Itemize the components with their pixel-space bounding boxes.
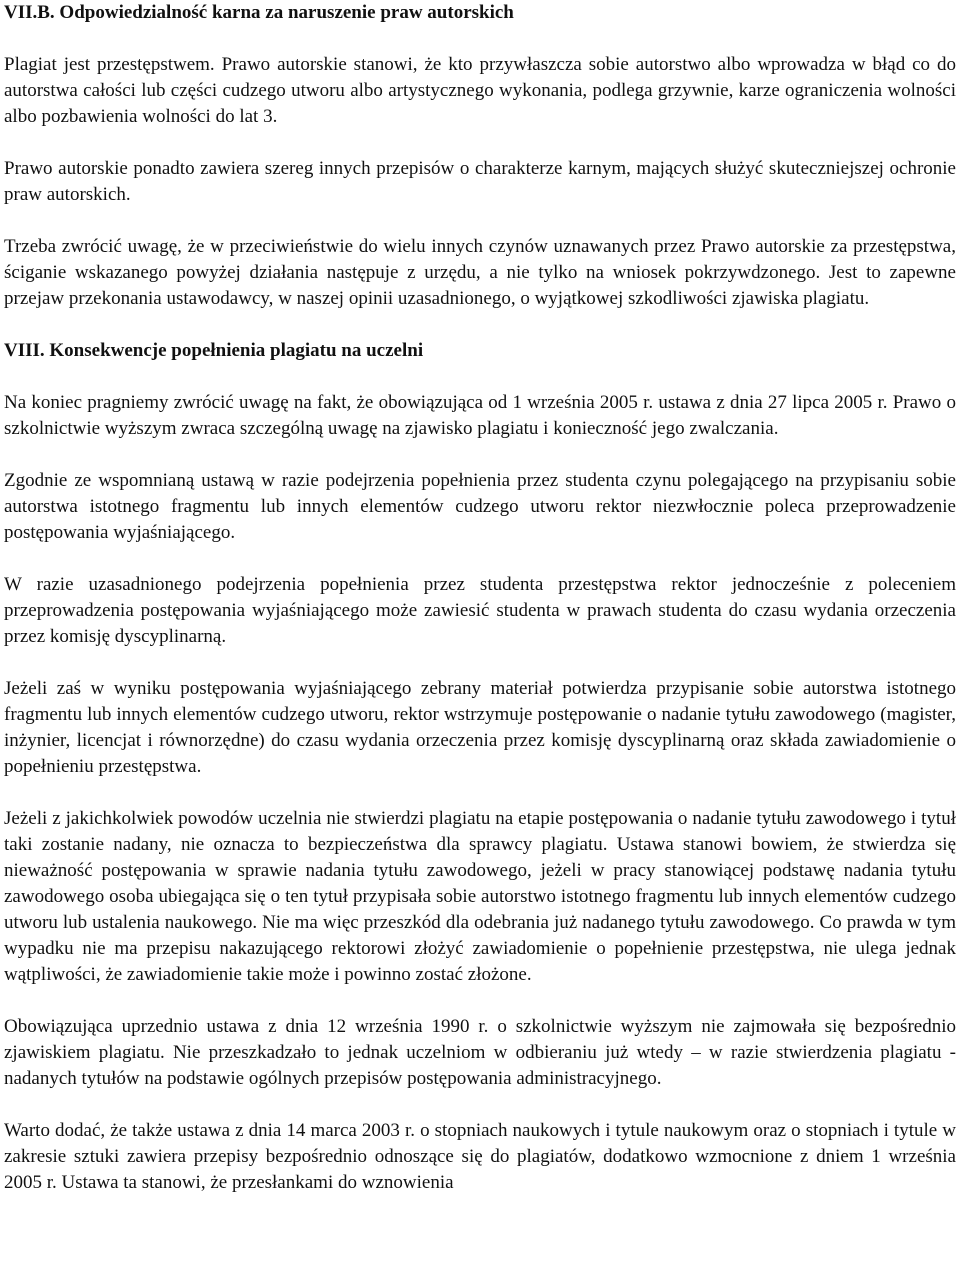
paragraph: Trzeba zwrócić uwagę, że w przeciwieństwie do wielu innych czynów uznawanych przez Prawo autorskie za przestępstwa, ściganie wskazanego powyżej działania następuje z urzędu, a nie tylko na wniosek pokrzywdzonego. Jest to zapewne przejaw przekonania ustawodawcy, w naszej opinii uzasadnionego, o wyjątkowej szkodliwości zjawiska plagiatu. bbox=[4, 236, 956, 309]
paragraph: Prawo autorskie ponadto zawiera szereg innych przepisów o charakterze karnym, mających służyć skuteczniejszej ochronie praw autorskich. bbox=[4, 158, 956, 205]
paragraph: Jeżeli z jakichkolwiek powodów uczelnia nie stwierdzi plagiatu na etapie postępowania o nadanie tytułu zawodowego i tytuł taki zostanie nadany, nie oznacza to bezpieczeństwa dla sprawcy plagiatu. Ustawa stanowi bowiem, że stwierdza się nieważność postępowania w sprawie nadania tytułu zawodowego, jeżeli w pracy stanowiącej podstawę nadania tytułu zawodowego osoba ubiegająca się o ten tytuł przypisała sobie autorstwo istotnego fragmentu lub innych elementów cudzego utworu lub ustalenia naukowego. Nie ma więc przeszkód dla odebrania już nadanego tytułu zawodowego. Co prawda w tym wypadku nie ma przepisu nakazującego rektorowi złożyć zawiadomienie o popełnienie przestępstwa, nie ulega jednak wątpliwości, że zawiadomienie takie może i powinno zostać złożone. bbox=[4, 808, 956, 985]
paragraph: Jeżeli zaś w wyniku postępowania wyjaśniającego zebrany materiał potwierdza przypisanie sobie autorstwa istotnego fragmentu lub innych elementów cudzego utworu, rektor wstrzymuje postępowanie o nadanie tytułu zawodowego (magister, inżynier, licencjat i równorzędne) do czasu wydania orzeczenia przez komisję dyscyplinarną oraz składa zawiadomienie o popełnieniu przestępstwa. bbox=[4, 678, 956, 777]
paragraph: W razie uzasadnionego podejrzenia popełnienia przez studenta przestępstwa rektor jednocześnie z poleceniem przeprowadzenia postępowania wyjaśniającego może zawiesić studenta w prawach studenta do czasu wydania orzeczenia przez komisję dyscyplinarną. bbox=[4, 574, 956, 647]
section-heading-viii: VIII. Konsekwencje popełnienia plagiatu na uczelni bbox=[4, 340, 424, 361]
paragraph: Plagiat jest przestępstwem. Prawo autorskie stanowi, że kto przywłaszcza sobie autorstwo albo wprowadza w błąd co do autorstwa całości lub części cudzego utworu albo artystycznego wykonania, podlega grzywnie, karze ograniczenia wolności albo pozbawienia wolności do lat 3. bbox=[4, 54, 956, 127]
section-heading-vii-b: VII.B. Odpowiedzialność karna za naruszenie praw autorskich bbox=[4, 2, 514, 23]
paragraph: Obowiązująca uprzednio ustawa z dnia 12 września 1990 r. o szkolnictwie wyższym nie zajmowała się bezpośrednio zjawiskiem plagiatu. Nie przeszkadzało to jednak uczelniom w odbieraniu już wtedy – w razie stwierdzenia plagiatu - nadanych tytułów na podstawie ogólnych przepisów postępowania administracyjnego. bbox=[4, 1016, 956, 1089]
document-page bbox=[4, 0, 956, 1222]
paragraph: Warto dodać, że także ustawa z dnia 14 marca 2003 r. o stopniach naukowych i tytule naukowym oraz o stopniach i tytule w zakresie sztuki zawiera przepisy bezpośrednio odnoszące się do plagiatów, dodatkowo wzmocnione z dniem 1 września 2005 r. Ustawa ta stanowi, że przesłankami do wznowienia bbox=[4, 1120, 956, 1193]
paragraph: Zgodnie ze wspomnianą ustawą w razie podejrzenia popełnienia przez studenta czynu polegającego na przypisaniu sobie autorstwa istotnego fragmentu lub innych elementów cudzego utworu rektor niezwłocznie poleca przeprowadzenie postępowania wyjaśniającego. bbox=[4, 470, 956, 543]
paragraph: Na koniec pragniemy zwrócić uwagę na fakt, że obowiązująca od 1 września 2005 r. ustawa z dnia 27 lipca 2005 r. Prawo o szkolnictwie wyższym zwraca szczególną uwagę na zjawisko plagiatu i konieczność jego zwalczania. bbox=[4, 392, 956, 439]
